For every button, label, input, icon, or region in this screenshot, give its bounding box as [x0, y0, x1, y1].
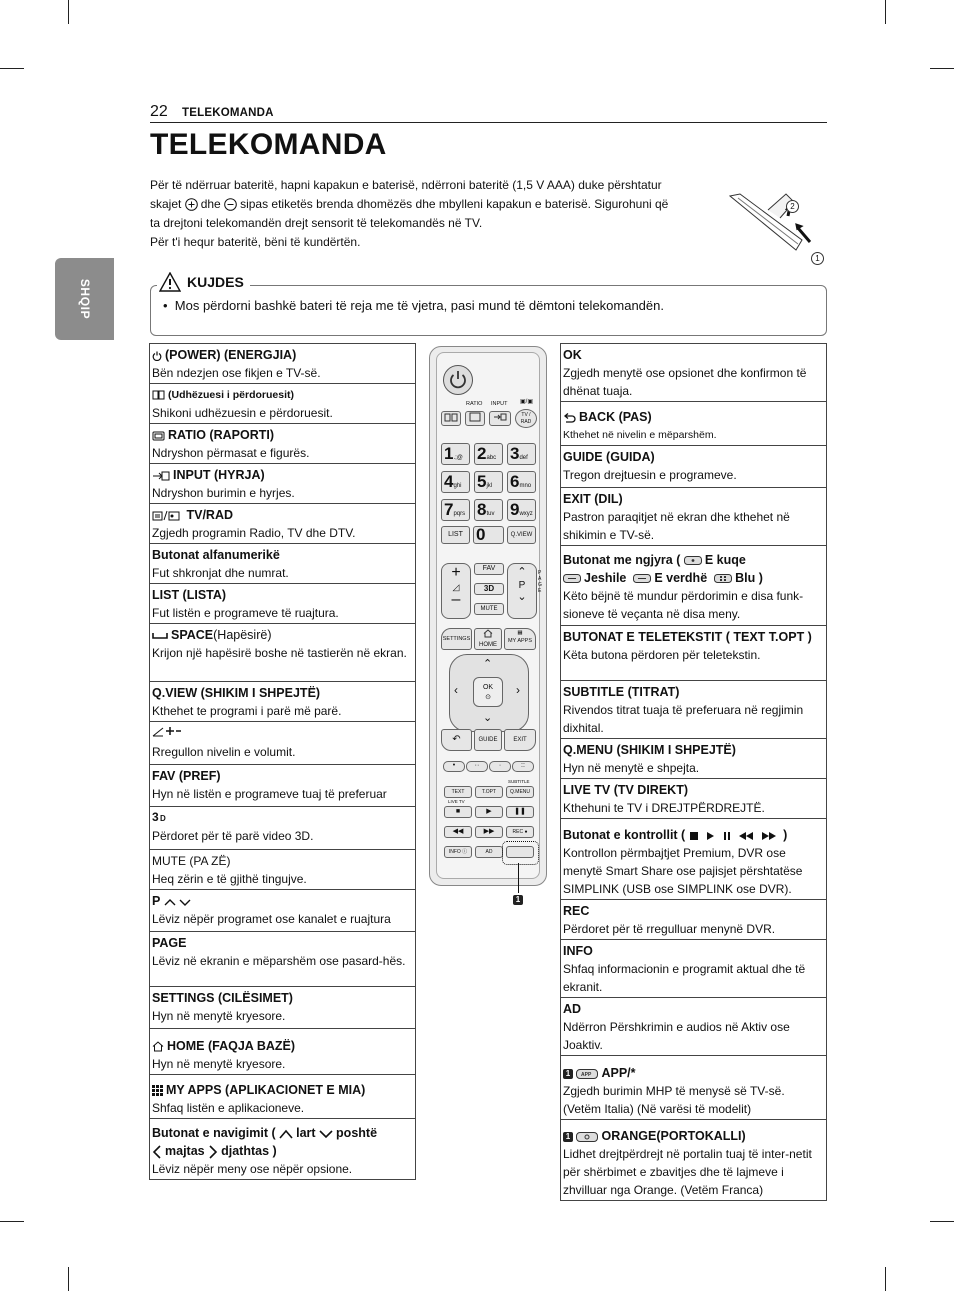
remote-red-button: •	[443, 761, 465, 772]
arrow-down-icon: ⌄	[483, 712, 493, 724]
remote-tvrad-button: TV / RAD	[515, 409, 537, 428]
callout-marker: 1	[563, 1069, 573, 1079]
table-row: MY APPS (APLIKACIONET E MIA) Shfaq listën e aplikacioneve.	[150, 1075, 416, 1119]
remote-program-rocker: ⌃ P ⌄	[507, 563, 537, 619]
remote-qmenu-button: Q.MENU	[506, 786, 534, 798]
remote-home-button: HOME	[474, 628, 502, 650]
table-row: GUIDE (GUIDA) Tregon drejtuesin e programeve.	[561, 446, 827, 488]
crop-mark	[0, 1221, 24, 1222]
arrow-up-icon: ⌃	[483, 658, 493, 670]
remote-livetv-label: LIVE TV	[448, 799, 465, 804]
remote-settings-button: SETTINGS	[441, 628, 472, 650]
remote-fav-button: FAV	[474, 563, 504, 575]
caution-heading: KUJDES	[157, 272, 250, 292]
table-row: 3 D Përdoret për të parë video 3D.	[150, 807, 416, 850]
arrow-right-icon	[208, 1145, 218, 1159]
home-icon	[152, 1041, 164, 1052]
page-title: TELEKOMANDA	[150, 128, 387, 161]
table-row: INPUT (HYRJA) Ndryshon burimin e hyrjes.	[150, 464, 416, 504]
remote-list-button: LIST	[441, 526, 470, 544]
remote-zero-button: 0	[473, 526, 504, 544]
remote-info-button: INFO ⓘ	[444, 846, 472, 858]
space-icon	[152, 632, 168, 640]
remote-volume-rocker: + ◿ –	[441, 563, 471, 619]
header-rule	[150, 122, 827, 123]
remote-page-label: PAGE	[538, 570, 542, 594]
remote-text-button: TEXT	[444, 786, 472, 798]
table-row: (POWER) (ENERGJIA) Bën ndezjen ose fikjen e TV-së.	[150, 344, 416, 384]
remote-forward-button: ▶▶	[475, 826, 503, 838]
input-icon	[152, 471, 170, 481]
table-row: SETTINGS (CILËSIMET) Hyn në menytë kryesore.	[150, 987, 416, 1029]
remote-digit-4-button: 4ghi	[441, 471, 470, 493]
remote-3d-button: 3D	[474, 583, 504, 595]
table-row: Butonat e navigimit ( lart poshtë majtas djathtas ) Lëviz nëpër meny ose nëpër opsione.	[150, 1119, 416, 1180]
arrow-down-icon	[319, 1129, 333, 1139]
3d-icon	[152, 810, 172, 822]
table-row: AD Ndërron Përshkrimin e audios në Aktiv ose Joaktiv.	[561, 998, 827, 1056]
back-icon	[563, 413, 576, 423]
table-row: SPACE(Hapësirë) Krijon një hapësirë boshe në tastierën në ekran.	[150, 624, 416, 682]
remote-guide-button: GUIDE	[474, 729, 502, 751]
rewind-icon	[738, 831, 754, 841]
battery-step-2: 2	[786, 200, 799, 213]
remote-ratio-button	[465, 411, 485, 426]
remote-subtitle-label: SUBTITLE	[508, 779, 530, 784]
remote-yellow-button: ·	[489, 761, 511, 772]
remote-pause-button: ❚❚	[506, 806, 534, 818]
callout-leader-line	[518, 863, 519, 893]
remote-digit-8-button: 8tuv	[474, 499, 503, 521]
tv-radio-icon: ▣/▣	[520, 399, 534, 405]
crop-mark	[68, 0, 69, 24]
book-icon	[444, 412, 458, 422]
volume-icon	[152, 724, 182, 738]
crop-mark	[0, 68, 24, 69]
remote-digit-1-button: 1.;@	[441, 443, 470, 465]
stop-icon	[689, 831, 699, 841]
table-row: P Lëviz nëpër programet ose kanalet e ruajtura	[150, 890, 416, 932]
table-row: SUBTITLE (TITRAT) Rivendos titrat tuaja të preferuara në regjimin dixhital.	[561, 681, 827, 739]
remote-qview-button: Q.VIEW	[507, 526, 536, 544]
play-icon	[705, 831, 715, 841]
table-row: (Udhëzuesi i përdoruesit) Shikoni udhëzuesin e përdoruesit.	[150, 384, 416, 424]
table-row: Q.MENU (SHIKIM I SHPEJTË) Hyn në menytë e shpejta.	[561, 739, 827, 779]
svg-text:D: D	[160, 814, 166, 822]
table-row: TV/RAD Zgjedh programin Radio, TV dhe DTV.	[150, 504, 416, 544]
table-row: EXIT (DIL) Pastron paraqitjet në ekran dhe kthehet në shikimin e TV-së.	[561, 488, 827, 546]
home-icon	[483, 629, 493, 638]
remote-exit-button: EXIT	[504, 729, 536, 751]
svg-text:APP: APP	[581, 1071, 592, 1078]
crop-mark	[885, 1267, 886, 1291]
arrow-left-icon: ‹	[454, 683, 458, 697]
remote-digit-6-button: 6mno	[507, 471, 536, 493]
right-button-table	[560, 343, 827, 1201]
arrow-up-icon	[279, 1129, 293, 1139]
table-row: Butonat alfanumerikë Fut shkronjat dhe numrat.	[150, 544, 416, 584]
power-icon	[444, 366, 472, 394]
blue-button-icon	[714, 574, 732, 583]
arrow-right-icon: ›	[516, 683, 520, 697]
app-icon	[576, 1069, 598, 1079]
red-button-icon	[684, 556, 702, 565]
remote-ok-button: OK ⊙	[473, 677, 503, 707]
table-row: 1 ORANGE(PORTOKALLI) Lidhet drejtpërdrejt në portalin tuaj të inter-netit për shërbimet e zbavitjes dhe të lajmeve i zhvilluar nga Orange. (Vetëm Franca)	[561, 1120, 827, 1201]
table-row: REC Përdoret për të rregulluar menynë DVR.	[561, 900, 827, 940]
remote-green-button: ··	[466, 761, 488, 772]
table-row: Butonat e kontrollit ( ) Kontrollon përmbajtjet Premium, DVR ose menytë Smart Share ose pajisjet përshtatëse SIMPLINK (USB ose SIMPLINK ose DVR).	[561, 819, 827, 900]
crop-mark	[930, 68, 954, 69]
program-arrows-icon	[164, 897, 192, 907]
table-row: MUTE (PA ZË) Heq zërin e të gjithë tingujve.	[150, 850, 416, 890]
remote-input-button	[489, 411, 511, 426]
green-button-icon	[563, 574, 581, 583]
table-row: Butonat me ngjyra ( E kuqe Jeshile E verdhë Blu ) Këto bëjnë të mundur përdorimin e disa funk-sioneve të veçanta në disa meny.	[561, 546, 827, 626]
apps-icon	[152, 1085, 163, 1096]
ratio-icon	[152, 431, 165, 441]
table-row: PAGE Lëviz në ekranin e mëparshëm ose pasard-hës.	[150, 932, 416, 987]
apps-icon: ▦	[517, 630, 523, 636]
callout-marker: 1	[513, 895, 523, 905]
callout-highlight	[502, 841, 539, 865]
language-tab: SHQIP	[55, 258, 114, 340]
remote-digit-3-button: 3def	[507, 443, 536, 465]
remote-nav-pad	[449, 654, 529, 732]
remote-myapps-button: ▦ MY APPS	[504, 628, 536, 650]
remote-topt-button: T.OPT	[475, 786, 503, 798]
minus-circle-icon	[224, 198, 237, 211]
orange-icon	[576, 1132, 598, 1142]
ratio-icon	[468, 412, 482, 422]
table-row: Rregullon nivelin e volumit.	[150, 722, 416, 765]
remote-rec-button: REC ●	[506, 826, 534, 838]
warning-icon	[159, 272, 181, 292]
table-row: 1 APP APP/* Zgjedh burimin MHP të menysë së TV-së. (Vetëm Italia) (Në varësi të modelit)	[561, 1056, 827, 1120]
remote-power-button	[443, 365, 473, 395]
arrow-left-icon	[152, 1145, 162, 1159]
table-row: LIST (LISTA) Fut listën e programeve të ruajtura.	[150, 584, 416, 624]
remote-input-label: INPUT	[491, 401, 508, 407]
remote-play-button: ▶	[475, 806, 503, 818]
power-icon	[152, 351, 162, 361]
section-header: TELEKOMANDA	[182, 107, 274, 119]
remote-back-button: ↶	[441, 729, 472, 751]
fast-forward-icon	[761, 831, 777, 841]
crop-mark	[930, 1221, 954, 1222]
table-row: RATIO (RAPORTI) Ndryshon përmasat e figurës.	[150, 424, 416, 464]
left-button-table	[149, 343, 416, 1180]
yellow-button-icon	[633, 574, 651, 583]
remote-rewind-button: ◀◀	[444, 826, 472, 838]
crop-mark	[885, 0, 886, 24]
remote-ratio-label: RATIO	[466, 401, 483, 407]
pause-icon	[722, 831, 732, 841]
book-icon	[152, 390, 165, 400]
tv-radio-icon	[152, 510, 180, 521]
remote-blue-button: ::	[512, 761, 534, 772]
remote-stop-button: ■	[444, 806, 472, 818]
svg-text:3: 3	[152, 810, 159, 822]
table-row: BACK (PAS) Kthehet në nivelin e mëparshëm.	[561, 402, 827, 446]
table-row: FAV (PREF) Hyn në listën e programeve tuaj të preferuar	[150, 765, 416, 807]
page-number: 22	[150, 103, 168, 120]
table-row: BUTONAT E TELETEKSTIT ( TEXT T.OPT ) Këta butona përdoren për teletekstin.	[561, 626, 827, 681]
plus-circle-icon	[185, 198, 198, 211]
table-row: OK Zgjedh menytë ose opsionet dhe konfirmon të dhënat tuaja.	[561, 344, 827, 402]
caution-text: • Mos përdorni bashkë bateri të reja me të vjetra, pasi mund të dëmtoni telekomandën.	[163, 298, 664, 313]
table-row: LIVE TV (TV DIREKT) Kthehuni te TV i DREJTPËRDREJTË.	[561, 779, 827, 819]
battery-step-1: 1	[811, 252, 824, 265]
table-row: HOME (FAQJA BAZË) Hyn në menytë kryesore.	[150, 1029, 416, 1075]
crop-mark	[68, 1267, 69, 1291]
remote-user-guide-button	[441, 411, 461, 426]
callout-marker: 1	[563, 1132, 573, 1142]
remote-digit-5-button: 5jkl	[474, 471, 503, 493]
table-row: INFO Shfaq informacionin e programit aktual dhe të ekranit.	[561, 940, 827, 998]
table-row: Q.VIEW (SHIKIM I SHPEJTË) Kthehet te programi i parë më parë.	[150, 682, 416, 722]
remote-ad-button: AD	[475, 846, 503, 858]
input-icon	[492, 412, 508, 422]
remote-digit-2-button: 2abc	[474, 443, 503, 465]
remote-digit-9-button: 9wxyz	[507, 499, 536, 521]
remote-digit-7-button: 7pqrs	[441, 499, 470, 521]
remote-mute-button: MUTE	[474, 603, 504, 615]
intro-text: Për të ndërruar bateritë, hapni kapakun e baterisë, ndërroni bateritë (1,5 V AAA) duke përshtatur skajet dhe sipas etiketës brenda dhomëzës dhe mbylleni kapakun e baterisë. Sigurohuni që ta drejtoni telekomandën drejt sensorit të telekomandës në TV. Për t'i hequr bateritë, bëni të kundërtën.	[150, 178, 669, 249]
